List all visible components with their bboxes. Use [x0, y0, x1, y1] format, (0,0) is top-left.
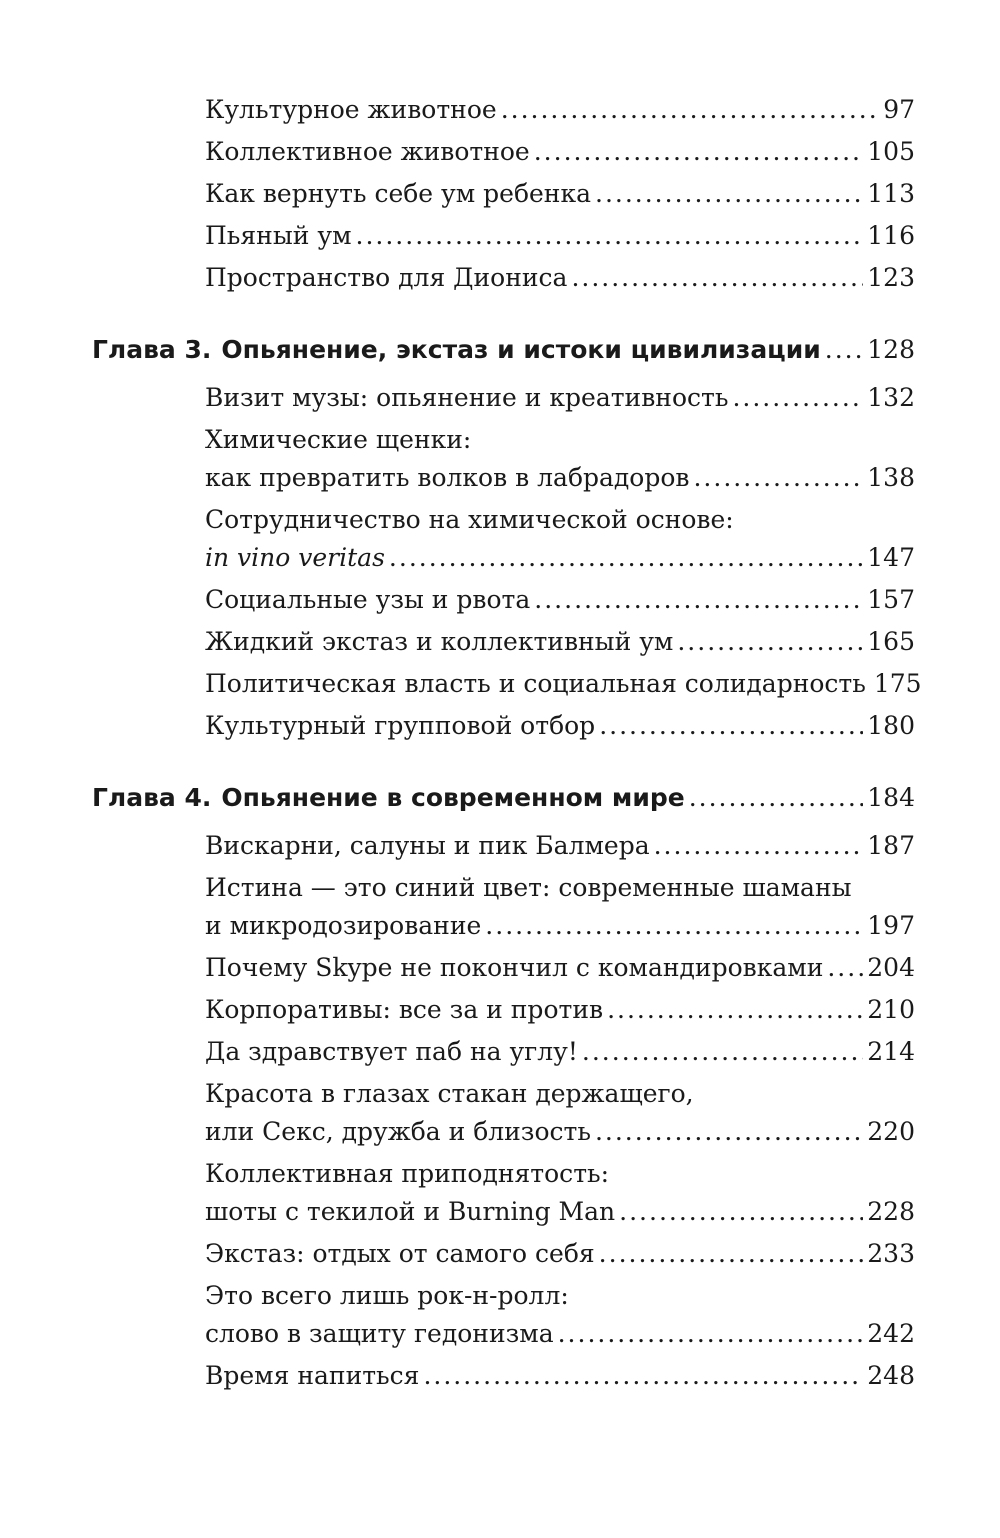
toc-entry[interactable]: [205, 669, 922, 711]
toc-entry[interactable]: [205, 953, 915, 995]
toc-page-number: 165: [867, 627, 915, 656]
toc-entry-first-line[interactable]: Красота в глазах стакан держащего,: [205, 1079, 694, 1108]
dot-leader: [827, 953, 863, 982]
toc-page-number: 105: [867, 137, 915, 166]
toc-page-number: 180: [867, 711, 915, 740]
dot-leader: [423, 1361, 863, 1390]
dot-leader: [607, 995, 863, 1024]
chapter-title: Опьянение, экстаз и истоки цивилизации: [221, 335, 821, 364]
toc-entry-title: Культурное животное: [205, 95, 497, 124]
toc-entry[interactable]: [205, 585, 915, 627]
toc-page-number: 132: [867, 383, 915, 412]
dot-leader: [534, 585, 863, 614]
toc-page-number: 138: [867, 463, 915, 492]
toc-entry[interactable]: [205, 543, 915, 585]
toc-entry[interactable]: [205, 1319, 915, 1361]
toc-entry[interactable]: [205, 831, 915, 873]
toc-page-number: 197: [867, 911, 915, 940]
dot-leader: [389, 543, 863, 572]
toc-entry-title: Коллективное животное: [205, 137, 530, 166]
toc-entry-title: [205, 543, 385, 572]
toc-page-number: 204: [867, 953, 915, 982]
toc-entry[interactable]: [205, 137, 915, 179]
toc-entry[interactable]: [205, 995, 915, 1037]
toc-page-number: 97: [883, 95, 915, 124]
toc-entry-title: Корпоративы: все за и против: [205, 995, 604, 1024]
toc-entry-first-line[interactable]: Истина — это синий цвет: современные шаманы: [205, 873, 852, 902]
toc-entry-title: и микродозирование: [205, 911, 482, 940]
italic-phrase: in vino veritas: [205, 543, 385, 572]
table-of-contents: [0, 95, 1000, 1403]
toc-page-number: 248: [867, 1361, 915, 1390]
dot-leader: [582, 1037, 863, 1066]
dot-leader: [356, 221, 864, 250]
dot-leader: [534, 137, 864, 166]
dot-leader: [571, 263, 863, 292]
dot-leader: [654, 831, 864, 860]
toc-page-number: 184: [867, 783, 915, 812]
dot-leader: [689, 783, 864, 812]
chapter-label: Глава 4.: [92, 783, 212, 812]
toc-entry[interactable]: [205, 627, 915, 669]
dot-leader: [732, 383, 863, 412]
toc-entry-title: Социальные узы и рвота: [205, 585, 531, 614]
toc-entry[interactable]: [205, 1361, 915, 1403]
toc-entry-first-line[interactable]: Сотрудничество на химической основе:: [205, 505, 734, 534]
toc-entry[interactable]: [205, 383, 915, 425]
toc-page-number: 233: [867, 1239, 915, 1268]
toc-entry[interactable]: [205, 179, 915, 221]
chapter-label: Глава 3.: [92, 335, 212, 364]
dot-leader: [595, 1117, 863, 1146]
toc-page-number: 123: [867, 263, 915, 292]
toc-entry-title: Политическая власть и социальная солидарность: [205, 669, 866, 698]
toc-entry[interactable]: [205, 1197, 915, 1239]
toc-page-number: 175: [873, 669, 922, 698]
toc-entry[interactable]: [205, 263, 915, 305]
toc-entry[interactable]: [205, 911, 915, 953]
toc-entry-title: Жидкий экстаз и коллективный ум: [205, 627, 674, 656]
toc-entry[interactable]: [205, 1117, 915, 1159]
toc-page-number: 187: [867, 831, 915, 860]
toc-entry[interactable]: [205, 221, 915, 263]
toc-page-number: 210: [867, 995, 915, 1024]
dot-leader: [599, 711, 863, 740]
toc-entry-title: слово в защиту гедонизма: [205, 1319, 554, 1348]
chapter-4-heading[interactable]: [92, 783, 915, 831]
toc-entry-title: шоты с текилой и Burning Man: [205, 1197, 616, 1226]
toc-page-number: 242: [867, 1319, 915, 1348]
toc-entry-title: как превратить волков в лабрадоров: [205, 463, 690, 492]
toc-entry-first-line[interactable]: Химические щенки:: [205, 425, 472, 454]
dot-leader: [825, 335, 864, 364]
chapter-3-heading[interactable]: [92, 335, 915, 383]
toc-page-number: 228: [867, 1197, 915, 1226]
dot-leader: [485, 911, 863, 940]
toc-page-number: 147: [867, 543, 915, 572]
toc-entry[interactable]: [205, 1037, 915, 1079]
toc-entry-title: Да здравствует паб на углу!: [205, 1037, 578, 1066]
dot-leader: [558, 1319, 864, 1348]
toc-entry-title: или Секс, дружба и близость: [205, 1117, 591, 1146]
dot-leader: [693, 463, 863, 492]
dot-leader: [677, 627, 863, 656]
dot-leader: [595, 179, 863, 208]
toc-entry[interactable]: [205, 711, 915, 753]
toc-page-number: 220: [867, 1117, 915, 1146]
toc-entry-title: Время напиться: [205, 1361, 420, 1390]
toc-entry[interactable]: [205, 463, 915, 505]
dot-leader: [599, 1239, 864, 1268]
toc-entry-title: Пьяный ум: [205, 221, 352, 250]
toc-entry-title: Вискарни, салуны и пик Балмера: [205, 831, 650, 860]
toc-page-number: 128: [867, 335, 915, 364]
dot-leader: [619, 1197, 863, 1226]
toc-entry[interactable]: [205, 1239, 915, 1281]
toc-entry-title: Пространство для Диониса: [205, 263, 568, 292]
toc-entry-title: Как вернуть себе ум ребенка: [205, 179, 591, 208]
toc-page-number: 113: [867, 179, 915, 208]
toc-entry-title: Экстаз: отдых от самого себя: [205, 1239, 595, 1268]
toc-entry-first-line[interactable]: Коллективная приподнятость:: [205, 1159, 610, 1188]
toc-page-number: 157: [867, 585, 915, 614]
toc-page-number: 116: [867, 221, 915, 250]
dot-leader: [501, 95, 880, 124]
toc-entry[interactable]: [205, 95, 915, 137]
toc-entry-title: Визит музы: опьянение и креативность: [205, 383, 729, 412]
chapter-title: Опьянение в современном мире: [221, 783, 685, 812]
toc-entry-first-line[interactable]: Это всего лишь рок-н-ролл:: [205, 1281, 569, 1310]
toc-entry-title: Почему Skype не покончил с командировками: [205, 953, 824, 982]
toc-page-number: 214: [867, 1037, 915, 1066]
toc-entry-title: Культурный групповой отбор: [205, 711, 596, 740]
